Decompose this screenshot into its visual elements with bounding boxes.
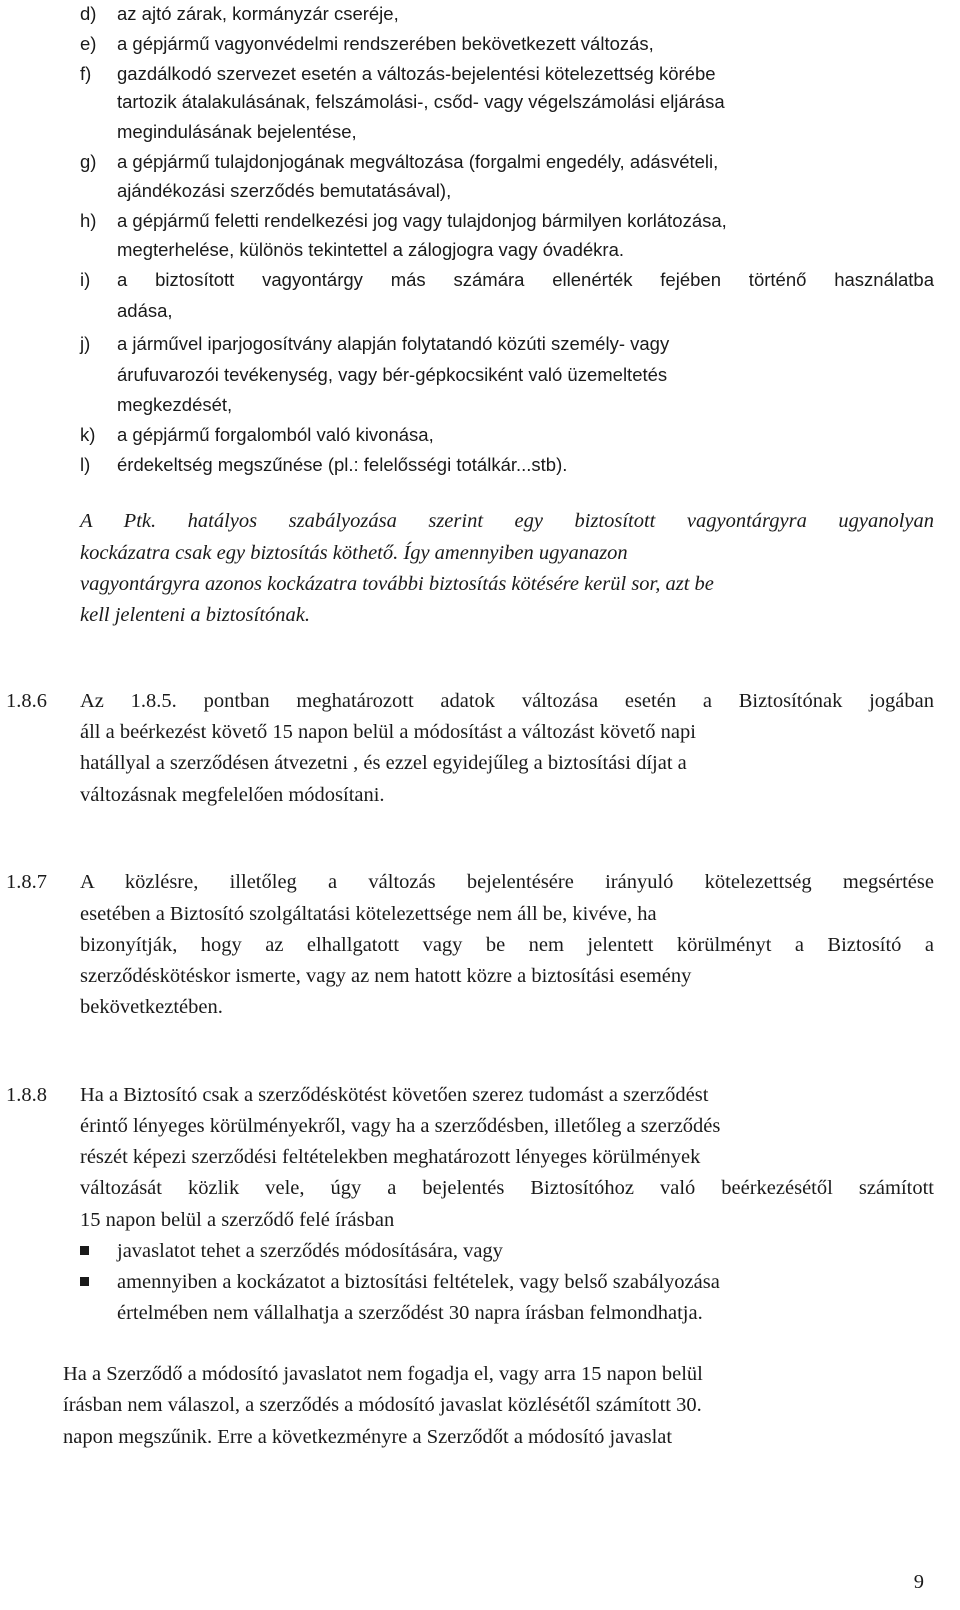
ptk-note-line: A Ptk. hatályos szabályozása szerint egy biztosított vagyontárgyra ugyanolyan (80, 510, 934, 532)
section-line: változását közlik vele, úgy a bejelentés Biztosítóhoz való beérkezésétől számított (80, 1177, 934, 1199)
list-item-text: adása, (117, 300, 173, 321)
section-line: 15 napon belül a szerződő felé írásban (80, 1209, 395, 1231)
list-item-label: l) (80, 454, 91, 475)
bullet-line: amennyiben a kockázatot a biztosítási feltételek, vagy belső szabályozása (117, 1271, 720, 1293)
closing-line: napon megszűnik. Erre a következményre a Szerződőt a módosító javaslat (63, 1426, 673, 1448)
section-line: esetében a Biztosító szolgáltatási kötelezettsége nem áll be, kivéve, ha (80, 903, 657, 925)
list-item-label: e) (80, 33, 97, 54)
list-item-text: tartozik átalakulásának, felszámolási-, csőd- vagy végelszámolási eljárása (117, 91, 725, 112)
square-bullet-icon (80, 1277, 89, 1286)
list-item-text: árufuvarozói tevékenység, vagy bér-gépkocsiként való üzemeltetés (117, 364, 668, 385)
section-number: 1.8.7 (6, 871, 47, 893)
list-item-text: gazdálkodó szervezet esetén a változás-bejelentési kötelezettség körébe (117, 63, 716, 84)
ptk-note-line: vagyontárgyra azonos kockázatra további biztosítás kötésére kerül sor, azt be (80, 573, 714, 595)
section-line: áll a beérkezést követő 15 napon belül a módosítást a változást követő napi (80, 721, 696, 743)
bullet-line: értelmében nem vállalhatja a szerződést 30 napra írásban felmondhatja. (117, 1302, 703, 1324)
list-item-label: i) (80, 269, 91, 290)
section-number: 1.8.8 (6, 1084, 47, 1106)
list-item-label: j) (80, 333, 91, 354)
page-number: 9 (913, 1570, 924, 1593)
list-item-text: a gépjármű feletti rendelkezési jog vagy tulajdonjog bármilyen korlátozása, (117, 210, 727, 231)
list-item-label: f) (80, 63, 92, 84)
bullet-line: javaslatot tehet a szerződés módosítására, vagy (117, 1240, 503, 1262)
list-item-text: a gépjármű vagyonvédelmi rendszerében bekövetkezett változás, (117, 33, 654, 54)
section-line: érintő lényeges körülményekről, vagy ha a szerződésben, illetőleg a szerződés (80, 1115, 721, 1137)
list-item-text: megkezdését, (117, 394, 233, 415)
section-line: részét képezi szerződési feltételekben meghatározott lényeges körülmények (80, 1146, 701, 1168)
list-item-text: megterhelése, különös tekintettel a zálogjogra vagy óvadékra. (117, 239, 624, 260)
list-item-text: érdekeltség megszűnése (pl.: felelősségi totálkár...stb). (117, 454, 568, 475)
list-item-label: d) (80, 3, 97, 24)
section-line: bizonyítják, hogy az elhallgatott vagy be nem jelentett körülményt a Biztosító a (80, 934, 934, 956)
list-item-label: h) (80, 210, 97, 231)
list-item-label: g) (80, 151, 97, 172)
section-line: szerződéskötéskor ismerte, vagy az nem hatott közre a biztosítási esemény (80, 965, 692, 987)
list-item-label: k) (80, 424, 96, 445)
list-item-text: a járművel iparjogosítvány alapján folytatandó közúti személy- vagy (117, 333, 670, 354)
section-line: A közlésre, illetőleg a változás bejelentésére irányuló kötelezettség megsértése (80, 871, 934, 893)
ptk-note-line: kell jelenteni a biztosítónak. (80, 604, 311, 626)
closing-line: írásban nem válaszol, a szerződés a módosító javaslat közlésétől számított 30. (63, 1394, 702, 1416)
square-bullet-icon (80, 1246, 89, 1255)
list-item-text: az ajtó zárak, kormányzár cseréje, (117, 3, 399, 24)
section-line: Az 1.8.5. pontban meghatározott adatok változása esetén a Biztosítónak jogában (80, 690, 934, 712)
ptk-note-line: kockázatra csak egy biztosítás köthető. Így amennyiben ugyanazon (80, 542, 628, 564)
section-line: hatállyal a szerződésen átvezetni , és ezzel egyidejűleg a biztosítási díjat a (80, 752, 687, 774)
list-item-text: a biztosított vagyontárgy más számára ellenérték fejében történő használatba (117, 269, 934, 290)
list-item-text: ajándékozási szerződés bemutatásával), (117, 180, 452, 201)
section-line: bekövetkeztében. (80, 996, 223, 1018)
list-item-text: a gépjármű tulajdonjogának megváltozása (forgalmi engedély, adásvételi, (117, 151, 719, 172)
list-item-text: a gépjármű forgalomból való kivonása, (117, 424, 434, 445)
closing-line: Ha a Szerződő a módosító javaslatot nem fogadja el, vagy arra 15 napon belül (63, 1363, 703, 1385)
list-item-text: megindulásának bejelentése, (117, 121, 357, 142)
section-line: Ha a Biztosító csak a szerződéskötést követően szerez tudomást a szerződést (80, 1084, 709, 1106)
section-number: 1.8.6 (6, 690, 47, 712)
section-line: változásnak megfelelően módosítani. (80, 784, 385, 806)
